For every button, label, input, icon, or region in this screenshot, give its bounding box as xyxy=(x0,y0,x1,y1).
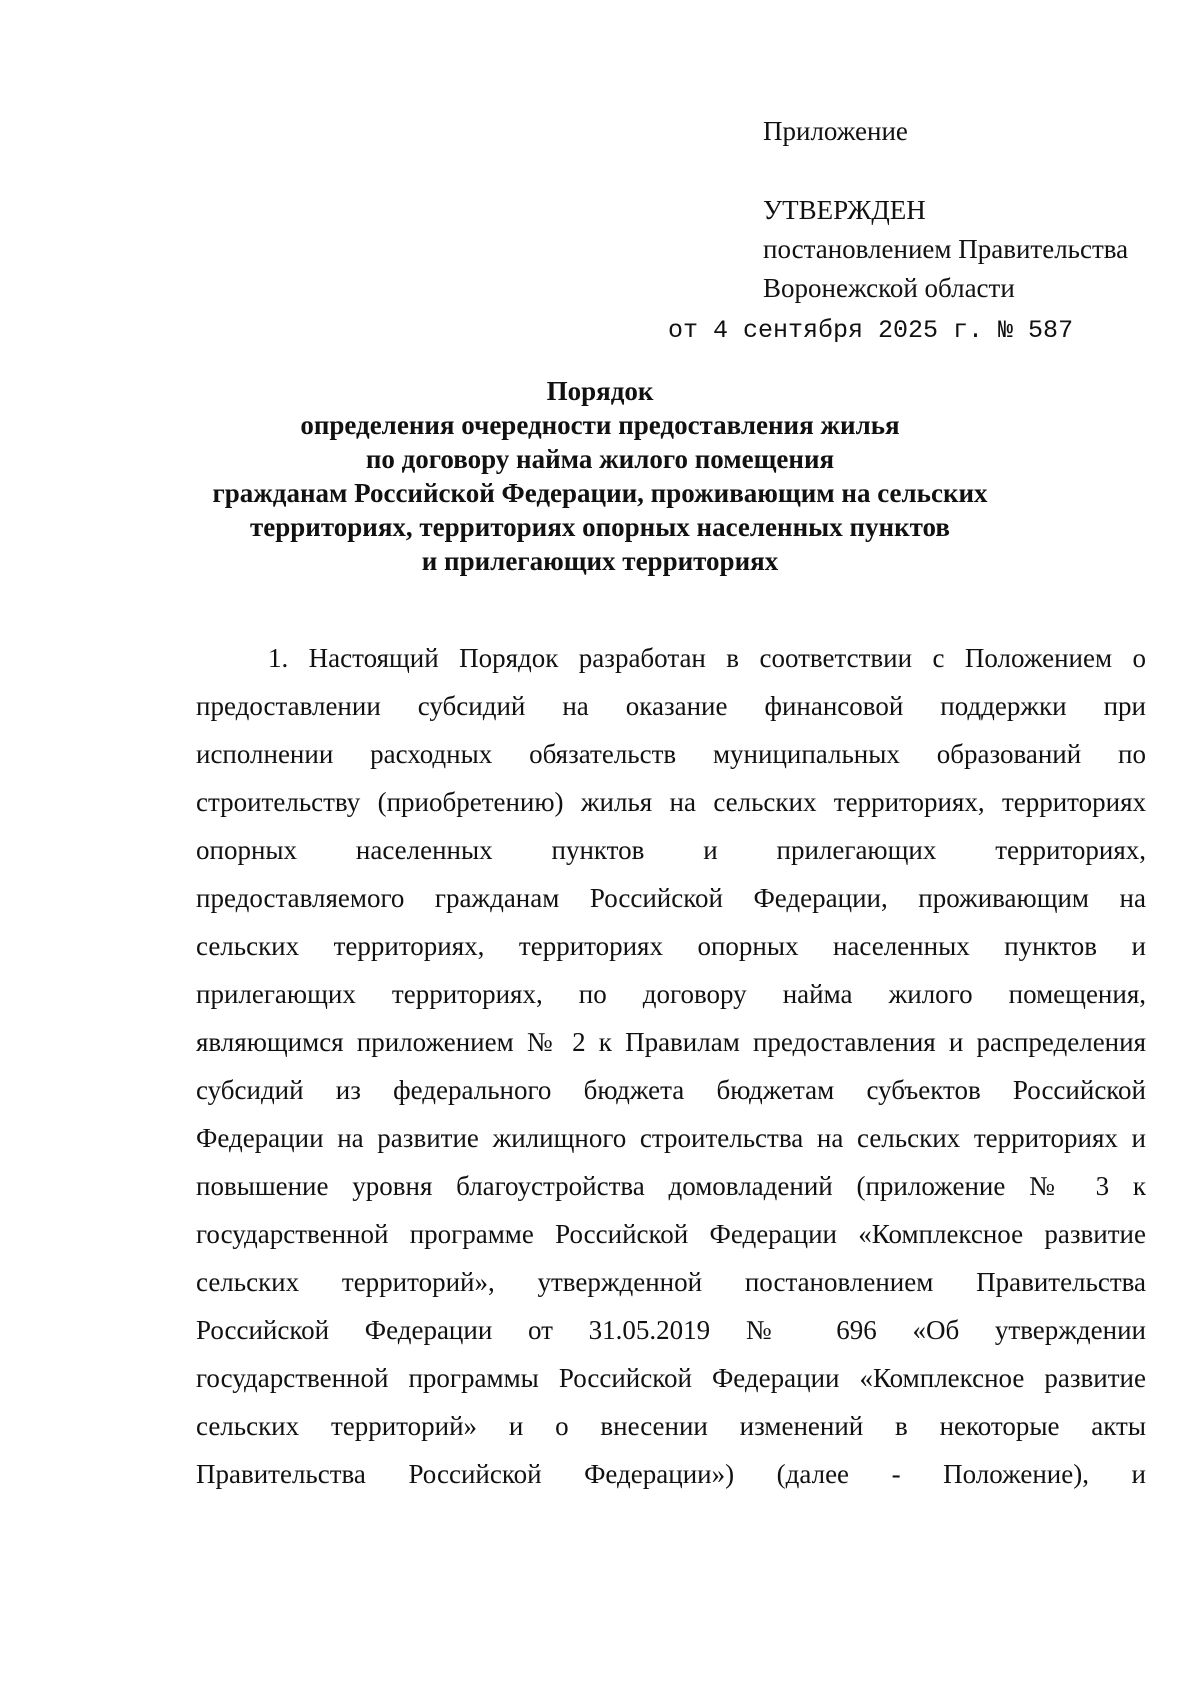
body-line xyxy=(196,634,1146,682)
body-line-text: субсидий из федерального бюджета бюджетам субъектов Российской xyxy=(196,1075,1146,1105)
title-line: определения очередности предоставления жилья xyxy=(300,410,900,440)
approval-stamp xyxy=(668,112,1129,349)
body-line xyxy=(196,1210,1146,1258)
body-line-text: государственной программы Российской Федерации «Комплексное развитие xyxy=(196,1363,1146,1393)
body-line xyxy=(196,1306,1146,1354)
body-line xyxy=(196,1450,1146,1498)
document-title xyxy=(160,374,1040,578)
body-line xyxy=(196,970,1146,1018)
body-line xyxy=(196,682,1146,730)
body-line-text: Федерации на развитие жилищного строительства на сельских территориях и xyxy=(196,1123,1146,1153)
body-line-text: исполнении расходных обязательств муниципальных образований по xyxy=(196,739,1146,769)
body-line-text: сельских территорий», утвержденной постановлением Правительства xyxy=(196,1267,1146,1297)
body-line xyxy=(196,1162,1146,1210)
body-line xyxy=(196,1258,1146,1306)
approved-label: УТВЕРЖДЕН xyxy=(763,195,926,226)
body-line xyxy=(196,1354,1146,1402)
body-line xyxy=(196,922,1146,970)
resolution-date-number: от 4 сентября 2025 г. № 587 xyxy=(668,315,1074,345)
body-line-text: Российской Федерации от 31.05.2019 № 696 «Об утверждении xyxy=(196,1315,1146,1345)
title-line: Порядок xyxy=(546,376,654,406)
title-line: территориях, территориях опорных населенных пунктов xyxy=(250,512,950,542)
body-line-text: предоставлении субсидий на оказание финансовой поддержки при xyxy=(196,691,1146,721)
title-line: гражданам Российской Федерации, проживающим на сельских xyxy=(212,478,988,508)
body-line xyxy=(196,1114,1146,1162)
body-line-text: сельских территориях, территориях опорных населенных пунктов и xyxy=(196,931,1146,961)
body-line-text: опорных населенных пунктов и прилегающих территориях, xyxy=(196,835,1146,865)
body-line-text: сельских территорий» и о внесении изменений в некоторые акты xyxy=(196,1411,1146,1441)
body-line xyxy=(196,874,1146,922)
body-line xyxy=(196,1402,1146,1450)
body-line xyxy=(196,826,1146,874)
title-line: и прилегающих территориях xyxy=(421,546,779,576)
annex-label: Приложение xyxy=(763,116,908,146)
body-line-text: повышение уровня благоустройства домовладений (приложение № 3 к xyxy=(196,1171,1146,1201)
body-line xyxy=(196,778,1146,826)
approved-by-line-1: постановлением Правительства xyxy=(763,234,1129,265)
body-line-text: Правительства Российской Федерации») (далее - Положение), и xyxy=(196,1459,1146,1489)
body-line-text: государственной программе Российской Федерации «Комплексное развитие xyxy=(196,1219,1146,1249)
body-line-text: прилегающих территориях, по договору найма жилого помещения, xyxy=(196,979,1146,1009)
body-line xyxy=(196,1066,1146,1114)
approved-by-line-2: Воронежской области xyxy=(763,273,1015,304)
body-line-text: являющимся приложением № 2 к Правилам предоставления и распределения xyxy=(196,1027,1146,1057)
body-line-text: предоставляемого гражданам Российской Федерации, проживающим на xyxy=(196,883,1146,913)
body-line xyxy=(196,730,1146,778)
body-line-text: 1. Настоящий Порядок разработан в соответствии с Положением о xyxy=(268,643,1146,673)
body-line xyxy=(196,1018,1146,1066)
body-paragraph xyxy=(196,634,1146,1498)
body-line-text: строительству (приобретению) жилья на сельских территориях, территориях xyxy=(196,787,1146,817)
title-line: по договору найма жилого помещения xyxy=(365,444,835,474)
